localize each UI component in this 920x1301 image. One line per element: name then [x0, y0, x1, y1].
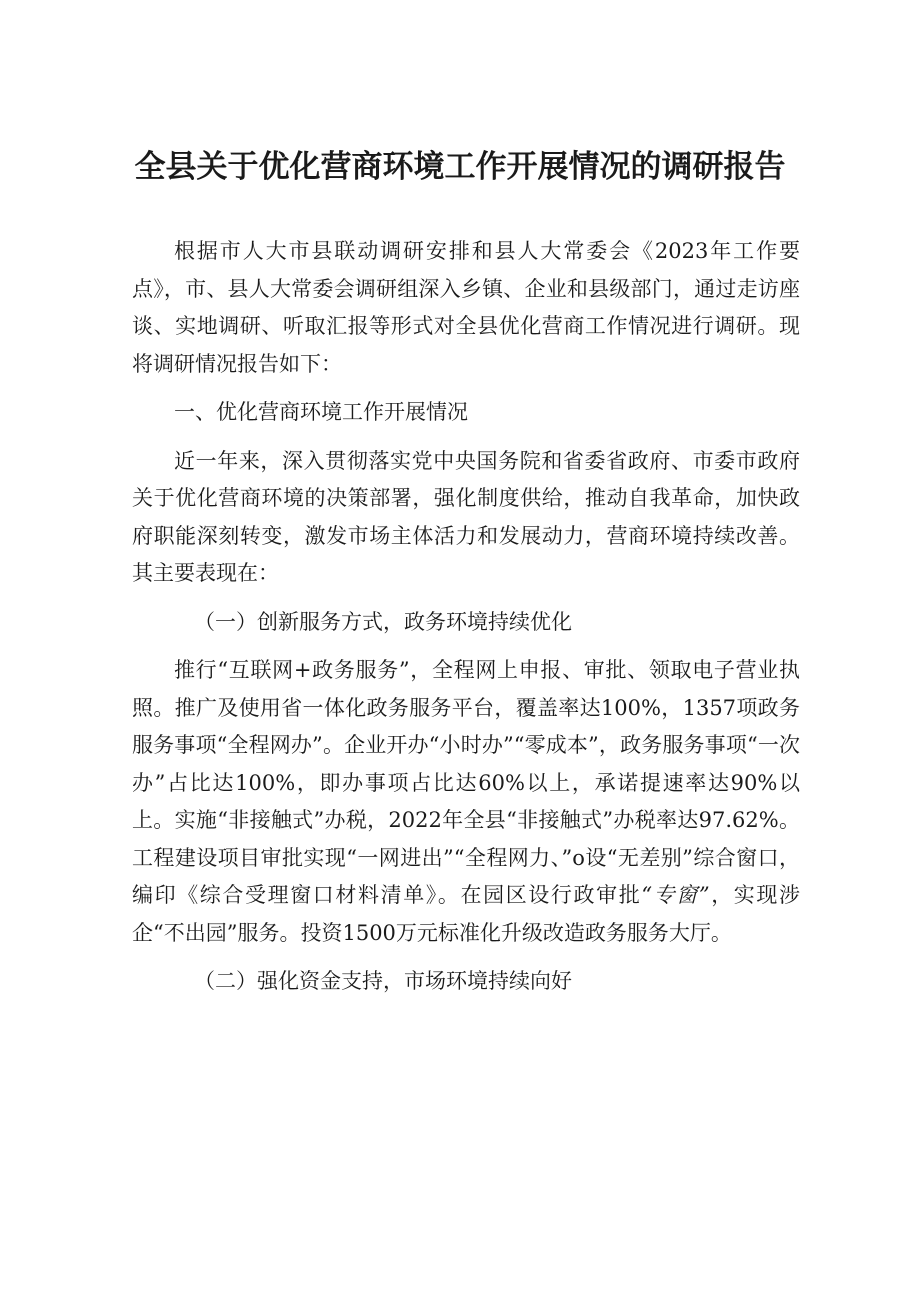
sub1-paragraph	[132, 652, 800, 952]
sub2-heading: （二）强化资金支持，市场环境持续向好	[194, 969, 572, 993]
sub1-paragraph-part-a: 推行“互联网+政务服务”，全程网上申报、审批、领取电子营业执照。推广及使用省一体化政务服务平台，覆盖率达100%，1357项政务服务事项“全程网办”。企业开办“小时办”“零成本”，政务服务事项“一次办”占比达100%，即办事项占比达60%以上，承诺提速率达90%以上。实施“非接触式”办税，2022年全县“非接触式”办税率达97.62%。工程建设项目审批实现“一网进出”“全程网力、”o设“无差别”综合窗口，编印《综合受理窗口材料清单》。在园区设行政审批	[132, 658, 800, 907]
document-body	[132, 233, 800, 1001]
sub1-heading: （一）创新服务方式，政务环境持续优化	[194, 609, 572, 634]
sub1-paragraph-part-b: ，实现涉企“不出园”服务。投资1500万元标准化升级改造政务服务大厅。	[132, 883, 800, 945]
document-title: 全县关于优化营商环境工作开展情况的调研报告	[134, 149, 786, 185]
section1-heading: 一、优化营商环境工作开展情况	[174, 400, 468, 424]
intro-paragraph: 根据市人大市县联动调研安排和县人大常委会《2023年工作要点》，市、县人大常委会调研组深入乡镇、企业和县级部门，通过走访座谈、实地调研、听取汇报等形式对全县优化营商工作情况进行调研。现将调研情况报告如下：	[132, 239, 800, 376]
section1-paragraph: 近一年来，深入贯彻落实党中央国务院和省委省政府、市委市政府关于优化营商环境的决策部署，强化制度供给，推动自我革命，加快政府职能深刻转变，激发市场主体活力和发展动力，营商环境持续改善。其主要表现在：	[132, 448, 800, 585]
sub1-paragraph-emphasis: “专窗”	[641, 883, 710, 907]
